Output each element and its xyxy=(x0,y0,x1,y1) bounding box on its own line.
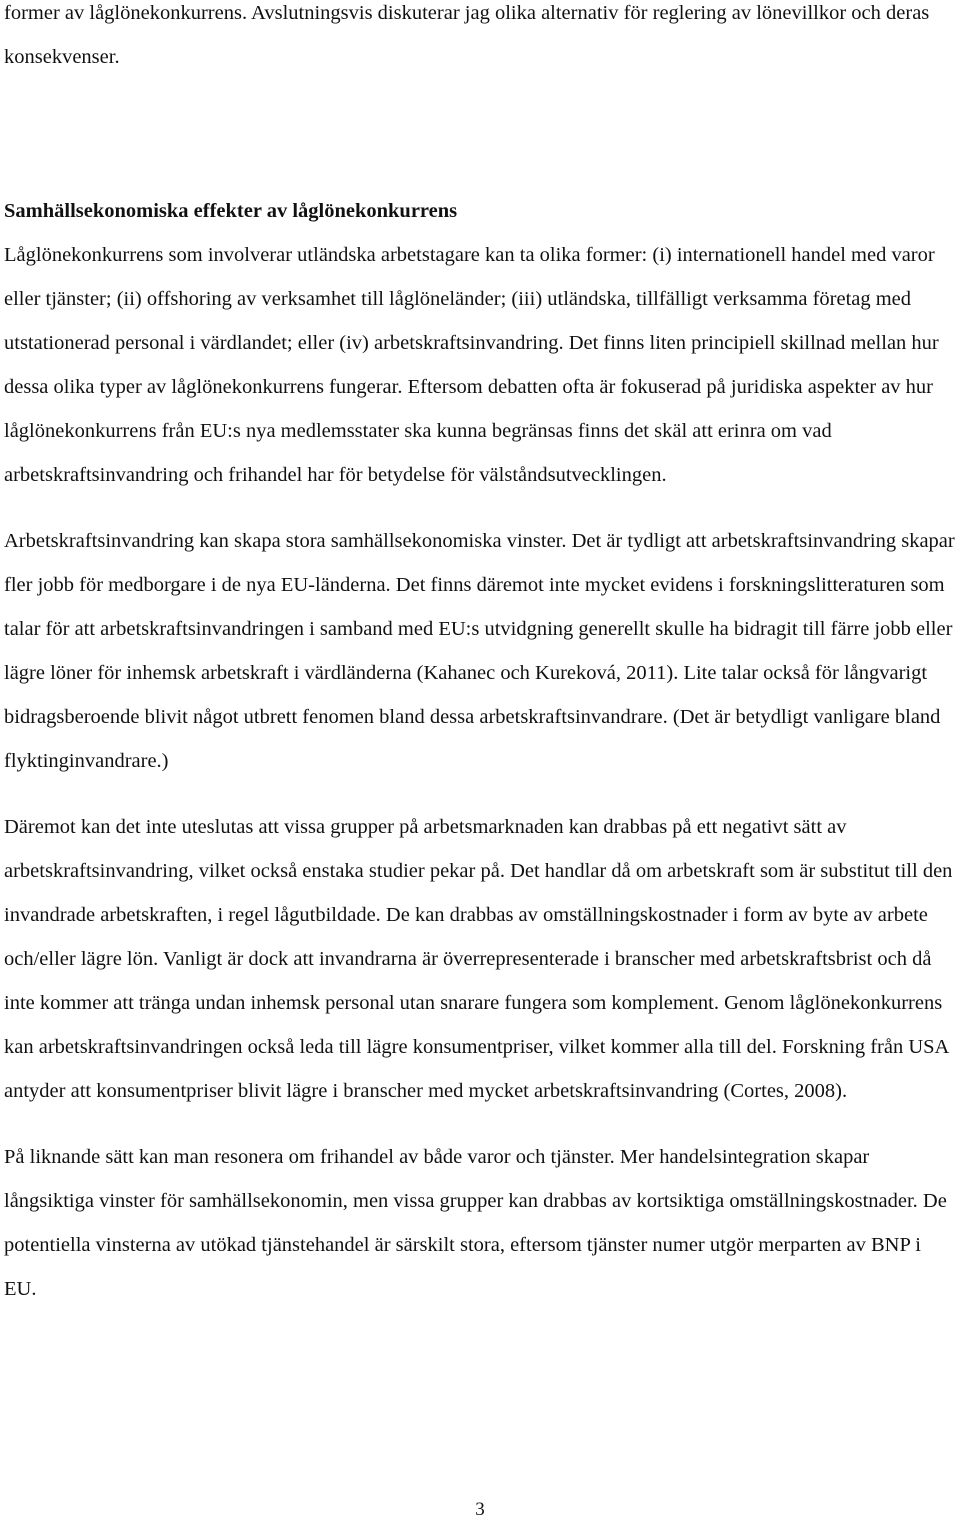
page-number: 3 xyxy=(475,1499,485,1520)
section-heading: Samhällsekonomiska effekter av låglönekonkurrens xyxy=(4,200,458,222)
intro-paragraph: former av låglönekonkurrens. Avslutningsvis diskuterar jag olika alternativ för reglering av lönevillkor och deras konsekvenser. xyxy=(4,2,930,68)
paragraph-3: Däremot kan det inte uteslutas att vissa grupper på arbetsmarknaden kan drabbas på ett negativt sätt av arbetskraftsinvandring, vilket också enstaka studier pekar på. Det handlar då om arbetskraft som är substitut till den invandrade arbetskraften, i regel lågutbildade. De kan drabbas av omställningskostnader i form av byte av arbete och/eller lägre lön. Vanligt är dock att invandrarna är överrepresenterade i branscher med arbetskraftsbrist och då inte kommer att tränga undan inhemsk personal utan snarare fungera som komplement. Genom låglönekonkurrens kan arbetskraftsinvandringen också leda till lägre konsumentpriser, vilket kommer alla till del. Forskning från USA antyder att konsumentpriser blivit lägre i branscher med mycket arbetskraftsinvandring (Cortes, 2008). xyxy=(4,816,953,1102)
document-page xyxy=(4,0,958,1311)
paragraph-1: Låglönekonkurrens som involverar utländska arbetstagare kan ta olika former: (i) internationell handel med varor eller tjänster; (ii) offshoring av verksamhet till låglöneländer; (iii) utländska, tillfälligt verksamma företag med utstationerad personal i värdlandet; eller (iv) arbetskraftsinvandring. Det finns liten principiell skillnad mellan hur dessa olika typer av låglönekonkurrens fungerar. Eftersom debatten ofta är fokuserad på juridiska aspekter av hur låglönekonkurrens från EU:s nya medlemsstater ska kunna begränsas finns det skäl att erinra om vad arbetskraftsinvandring och frihandel har för betydelse för välståndsutvecklingen. xyxy=(4,244,939,486)
paragraph-4: På liknande sätt kan man resonera om frihandel av både varor och tjänster. Mer handelsintegration skapar långsiktiga vinster för samhällsekonomin, men vissa grupper kan drabbas av kortsiktiga omställningskostnader. De potentiella vinsterna av utökad tjänstehandel är särskilt stora, eftersom tjänster numer utgör merparten av BNP i EU. xyxy=(4,1146,947,1300)
paragraph-2: Arbetskraftsinvandring kan skapa stora samhällsekonomiska vinster. Det är tydligt att arbetskraftsinvandring skapar fler jobb för medborgare i de nya EU-länderna. Det finns däremot inte mycket evidens i forskningslitteraturen som talar för att arbetskraftsinvandringen i samband med EU:s utvidgning generellt skulle ha bidragit till färre jobb eller lägre löner för inhemsk arbetskraft i värdländerna (Kahanec och Kureková, 2011). Lite talar också för långvarigt bidragsberoende blivit något utbrett fenomen bland dessa arbetskraftsinvandrare. (Det är betydligt vanligare bland flyktinginvandrare.) xyxy=(4,530,955,772)
